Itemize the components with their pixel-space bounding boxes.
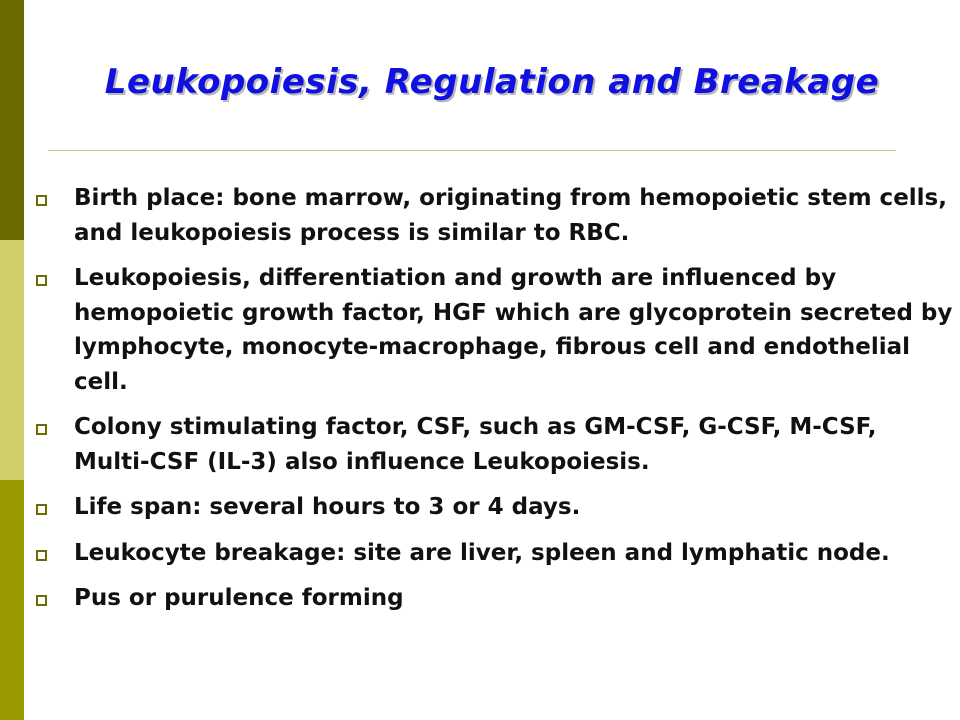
bullet-text: Birth place: bone marrow, originating from hemopoietic stem cells, and leukopoiesis process is similar to RBC. — [74, 185, 947, 246]
sidebar-band-bottom — [0, 480, 24, 720]
bullet-item — [36, 410, 956, 479]
bullet-item — [36, 490, 956, 525]
title-divider — [48, 150, 896, 151]
bullet-text: Pus or purulence forming — [74, 585, 404, 611]
bullet-item — [36, 581, 956, 616]
square-bullet-icon — [36, 595, 47, 606]
square-bullet-icon — [36, 424, 47, 435]
bullet-item — [36, 536, 956, 571]
square-bullet-icon — [36, 195, 47, 206]
sidebar-band-middle — [0, 240, 24, 480]
square-bullet-icon — [36, 550, 47, 561]
bullet-item — [36, 181, 956, 250]
square-bullet-icon — [36, 275, 47, 286]
bullet-text: Colony stimulating factor, CSF, such as GM-CSF, G-CSF, M-CSF, Multi-CSF (IL-3) also influence Leukopoiesis. — [74, 414, 877, 475]
sidebar-band-top — [0, 0, 24, 240]
slide-title: Leukopoiesis, Regulation and Breakage — [104, 62, 880, 102]
bullet-item — [36, 261, 956, 399]
bullet-text: Leukocyte breakage: site are liver, spleen and lymphatic node. — [74, 539, 890, 566]
bullet-text: Life span: several hours to 3 or 4 days. — [74, 494, 581, 520]
bullet-text: Leukopoiesis, differentiation and growth are influenced by hemopoietic growth factor, HGF which are glycoprotein secreted by lymphocyte, monocyte-macrophage, fibrous cell and endothelial cell. — [74, 265, 953, 395]
bullet-list — [36, 181, 956, 627]
square-bullet-icon — [36, 504, 47, 515]
